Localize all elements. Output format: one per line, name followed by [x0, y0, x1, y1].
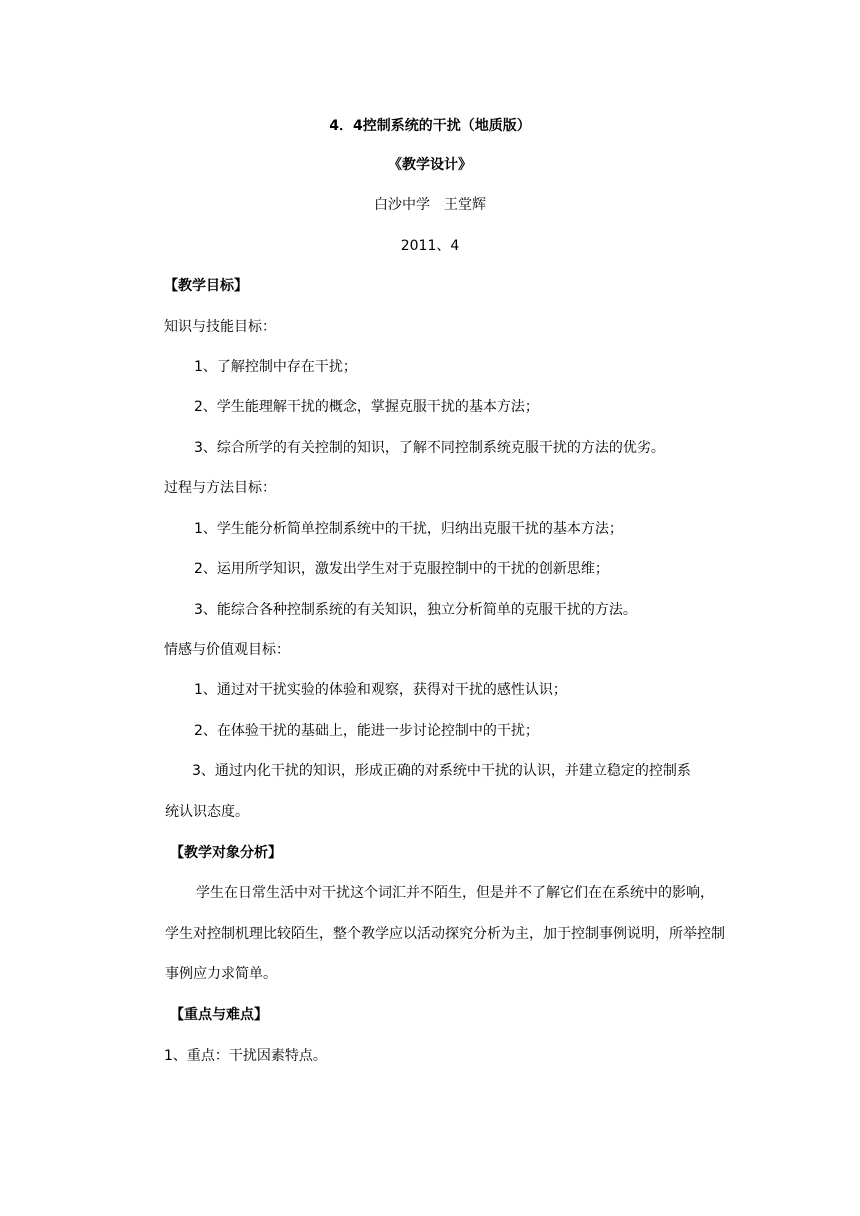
document-title: 4．4控制系统的干扰（地质版）	[329, 118, 531, 134]
paragraph-line: 事例应力求简单。	[165, 966, 277, 982]
list-item: 1、学生能分析简单控制系统中的干扰，归纳出克服干扰的基本方法；	[194, 521, 623, 537]
document-subtitle: 《教学设计》	[388, 157, 472, 173]
subsection-label-knowledge: 知识与技能目标：	[164, 319, 276, 335]
subsection-label-emotion: 情感与价值观目标：	[164, 642, 290, 658]
list-item: 1、了解控制中存在干扰；	[194, 359, 357, 375]
subsection-label-process: 过程与方法目标：	[164, 480, 276, 496]
document-author: 白沙中学 王堂辉	[374, 197, 486, 213]
section-heading-objectives: 【教学目标】	[164, 278, 248, 294]
list-item: 3、综合所学的有关控制的知识，了解不同控制系统克服干扰的方法的优劣。	[194, 440, 665, 456]
document-date: 2011、4	[400, 238, 460, 254]
paragraph-line: 学生在日常生活中对干扰这个词汇并不陌生，但是并不了解它们在在系统中的影响，	[196, 885, 714, 901]
section-heading-audience: 【教学对象分析】	[170, 845, 282, 861]
list-item: 1、重点：干扰因素特点。	[164, 1048, 327, 1064]
list-item: 2、在体验干扰的基础上，能进一步讨论控制中的干扰；	[194, 723, 539, 739]
paragraph-line: 学生对控制机理比较陌生，整个教学应以活动探究分析为主，加于控制事例说明，所举控制	[165, 926, 725, 942]
list-item-continuation: 统认识态度。	[165, 804, 249, 820]
list-item: 1、通过对干扰实验的体验和观察，获得对干扰的感性认识；	[194, 682, 567, 698]
section-heading-key-points: 【重点与难点】	[170, 1007, 268, 1023]
list-item: 2、学生能理解干扰的概念，掌握克服干扰的基本方法；	[194, 399, 539, 415]
list-item: 3、能综合各种控制系统的有关知识，独立分析简单的克服干扰的方法。	[194, 602, 637, 618]
list-item: 2、运用所学知识，激发出学生对于克服控制中的干扰的创新思维；	[194, 561, 609, 577]
list-item: 3、通过内化干扰的知识，形成正确的对系统中干扰的认识，并建立稳定的控制系	[192, 763, 691, 779]
